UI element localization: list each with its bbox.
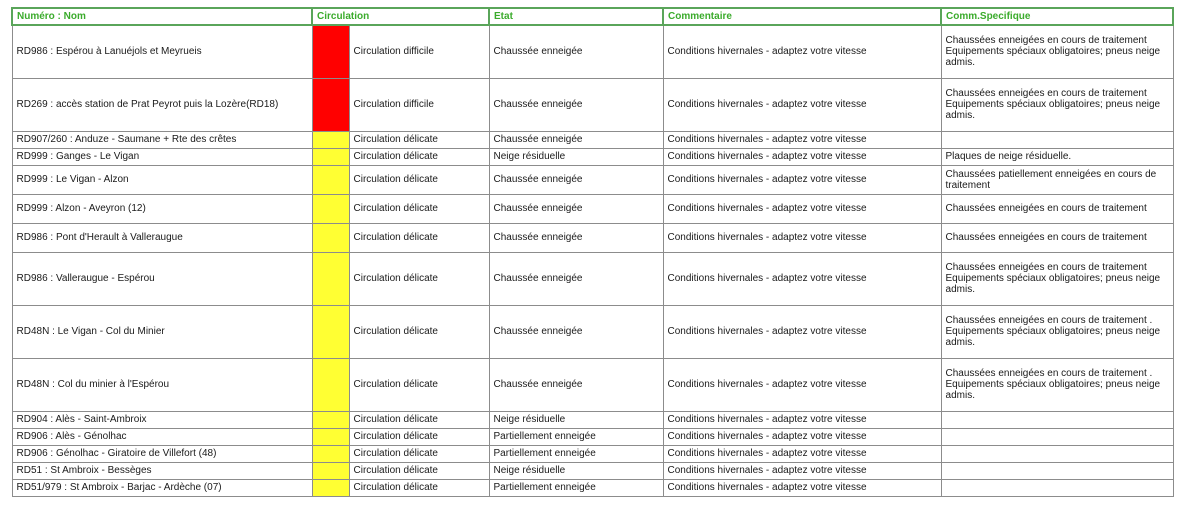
commentaire-cell: Conditions hivernales - adaptez votre vitesse bbox=[663, 78, 941, 131]
commentaire-cell: Conditions hivernales - adaptez votre vitesse bbox=[663, 411, 941, 428]
commentaire-cell: Conditions hivernales - adaptez votre vitesse bbox=[663, 358, 941, 411]
circulation-color-swatch bbox=[312, 148, 349, 165]
comm-specifique-cell: Plaques de neige résiduelle. bbox=[941, 148, 1173, 165]
table-row bbox=[12, 131, 1173, 148]
circulation-color-swatch bbox=[312, 25, 349, 78]
road-name-cell: RD48N : Col du minier à l'Espérou bbox=[12, 358, 312, 411]
etat-cell: Partiellement enneigée bbox=[489, 445, 663, 462]
header-etat: Etat bbox=[489, 8, 663, 25]
circulation-color-swatch bbox=[312, 131, 349, 148]
road-name-cell: RD999 : Le Vigan - Alzon bbox=[12, 165, 312, 194]
road-name-cell: RD999 : Ganges - Le Vigan bbox=[12, 148, 312, 165]
road-name-cell: RD269 : accès station de Prat Peyrot puis la Lozère(RD18) bbox=[12, 78, 312, 131]
comm-specifique-cell: Chaussées enneigées en cours de traitement Equipements spéciaux obligatoires; pneus neige admis. bbox=[941, 25, 1173, 78]
comm-specifique-cell: Chaussées enneigées en cours de traitement bbox=[941, 223, 1173, 252]
circulation-cell: Circulation délicate bbox=[349, 194, 489, 223]
circulation-color-swatch bbox=[312, 358, 349, 411]
etat-cell: Chaussée enneigée bbox=[489, 25, 663, 78]
etat-cell: Chaussée enneigée bbox=[489, 305, 663, 358]
commentaire-cell: Conditions hivernales - adaptez votre vitesse bbox=[663, 131, 941, 148]
circulation-color-swatch bbox=[312, 462, 349, 479]
table-row bbox=[12, 411, 1173, 428]
table-header-row bbox=[12, 8, 1173, 25]
road-name-cell: RD906 : Génolhac - Giratoire de Villefort (48) bbox=[12, 445, 312, 462]
comm-specifique-cell: Chaussées enneigées en cours de traitement Equipements spéciaux obligatoires; pneus neige admis. bbox=[941, 78, 1173, 131]
road-name-cell: RD51 : St Ambroix - Bessèges bbox=[12, 462, 312, 479]
etat-cell: Neige résiduelle bbox=[489, 411, 663, 428]
road-name-cell: RD986 : Valleraugue - Espérou bbox=[12, 252, 312, 305]
circulation-color-swatch bbox=[312, 194, 349, 223]
comm-specifique-cell bbox=[941, 462, 1173, 479]
comm-specifique-cell bbox=[941, 479, 1173, 496]
road-name-cell: RD986 : Espérou à Lanuéjols et Meyrueis bbox=[12, 25, 312, 78]
circulation-color-swatch bbox=[312, 479, 349, 496]
etat-cell: Partiellement enneigée bbox=[489, 428, 663, 445]
comm-specifique-cell bbox=[941, 445, 1173, 462]
circulation-cell: Circulation délicate bbox=[349, 252, 489, 305]
road-name-cell: RD906 : Alès - Génolhac bbox=[12, 428, 312, 445]
circulation-cell: Circulation délicate bbox=[349, 165, 489, 194]
road-name-cell: RD48N : Le Vigan - Col du Minier bbox=[12, 305, 312, 358]
commentaire-cell: Conditions hivernales - adaptez votre vitesse bbox=[663, 25, 941, 78]
header-commentaire: Commentaire bbox=[663, 8, 941, 25]
commentaire-cell: Conditions hivernales - adaptez votre vitesse bbox=[663, 194, 941, 223]
header-circulation: Circulation bbox=[312, 8, 489, 25]
road-conditions-table bbox=[11, 7, 1174, 497]
circulation-cell: Circulation délicate bbox=[349, 462, 489, 479]
commentaire-cell: Conditions hivernales - adaptez votre vitesse bbox=[663, 462, 941, 479]
circulation-cell: Circulation délicate bbox=[349, 131, 489, 148]
etat-cell: Chaussée enneigée bbox=[489, 78, 663, 131]
comm-specifique-cell: Chaussées enneigées en cours de traitement Equipements spéciaux obligatoires; pneus neige admis. bbox=[941, 252, 1173, 305]
commentaire-cell: Conditions hivernales - adaptez votre vitesse bbox=[663, 165, 941, 194]
commentaire-cell: Conditions hivernales - adaptez votre vitesse bbox=[663, 428, 941, 445]
comm-specifique-cell: Chaussées patiellement enneigées en cours de traitement bbox=[941, 165, 1173, 194]
road-name-cell: RD999 : Alzon - Aveyron (12) bbox=[12, 194, 312, 223]
table-row bbox=[12, 165, 1173, 194]
comm-specifique-cell: Chaussées enneigées en cours de traitement . Equipements spéciaux obligatoires; pneus neige admis. bbox=[941, 358, 1173, 411]
table-row bbox=[12, 479, 1173, 496]
circulation-cell: Circulation délicate bbox=[349, 223, 489, 252]
circulation-cell: Circulation délicate bbox=[349, 358, 489, 411]
header-comm-specifique: Comm.Specifique bbox=[941, 8, 1173, 25]
comm-specifique-cell: Chaussées enneigées en cours de traitement . Equipements spéciaux obligatoires; pneus neige admis. bbox=[941, 305, 1173, 358]
table-row bbox=[12, 25, 1173, 78]
table-row bbox=[12, 428, 1173, 445]
etat-cell: Chaussée enneigée bbox=[489, 194, 663, 223]
table-row bbox=[12, 78, 1173, 131]
header-numero-nom: Numéro : Nom bbox=[12, 8, 312, 25]
table-row bbox=[12, 462, 1173, 479]
road-name-cell: RD907/260 : Anduze - Saumane + Rte des crêtes bbox=[12, 131, 312, 148]
comm-specifique-cell bbox=[941, 411, 1173, 428]
comm-specifique-cell bbox=[941, 428, 1173, 445]
circulation-color-swatch bbox=[312, 252, 349, 305]
table-row bbox=[12, 445, 1173, 462]
road-name-cell: RD51/979 : St Ambroix - Barjac - Ardèche (07) bbox=[12, 479, 312, 496]
circulation-cell: Circulation délicate bbox=[349, 148, 489, 165]
circulation-cell: Circulation délicate bbox=[349, 411, 489, 428]
table-row bbox=[12, 194, 1173, 223]
commentaire-cell: Conditions hivernales - adaptez votre vitesse bbox=[663, 479, 941, 496]
etat-cell: Chaussée enneigée bbox=[489, 131, 663, 148]
commentaire-cell: Conditions hivernales - adaptez votre vitesse bbox=[663, 252, 941, 305]
circulation-cell: Circulation délicate bbox=[349, 428, 489, 445]
circulation-cell: Circulation difficile bbox=[349, 78, 489, 131]
table-row bbox=[12, 148, 1173, 165]
etat-cell: Neige résiduelle bbox=[489, 148, 663, 165]
etat-cell: Chaussée enneigée bbox=[489, 358, 663, 411]
etat-cell: Partiellement enneigée bbox=[489, 479, 663, 496]
etat-cell: Neige résiduelle bbox=[489, 462, 663, 479]
circulation-cell: Circulation délicate bbox=[349, 445, 489, 462]
circulation-color-swatch bbox=[312, 305, 349, 358]
circulation-color-swatch bbox=[312, 223, 349, 252]
etat-cell: Chaussée enneigée bbox=[489, 165, 663, 194]
circulation-color-swatch bbox=[312, 78, 349, 131]
table-row bbox=[12, 305, 1173, 358]
commentaire-cell: Conditions hivernales - adaptez votre vitesse bbox=[663, 305, 941, 358]
etat-cell: Chaussée enneigée bbox=[489, 252, 663, 305]
circulation-color-swatch bbox=[312, 428, 349, 445]
circulation-color-swatch bbox=[312, 411, 349, 428]
comm-specifique-cell bbox=[941, 131, 1173, 148]
circulation-color-swatch bbox=[312, 165, 349, 194]
circulation-cell: Circulation délicate bbox=[349, 479, 489, 496]
commentaire-cell: Conditions hivernales - adaptez votre vitesse bbox=[663, 223, 941, 252]
table-row bbox=[12, 223, 1173, 252]
comm-specifique-cell: Chaussées enneigées en cours de traitement bbox=[941, 194, 1173, 223]
circulation-cell: Circulation délicate bbox=[349, 305, 489, 358]
circulation-color-swatch bbox=[312, 445, 349, 462]
commentaire-cell: Conditions hivernales - adaptez votre vitesse bbox=[663, 148, 941, 165]
circulation-cell: Circulation difficile bbox=[349, 25, 489, 78]
road-name-cell: RD986 : Pont d'Herault à Valleraugue bbox=[12, 223, 312, 252]
commentaire-cell: Conditions hivernales - adaptez votre vitesse bbox=[663, 445, 941, 462]
table-row bbox=[12, 252, 1173, 305]
table-row bbox=[12, 358, 1173, 411]
road-name-cell: RD904 : Alès - Saint-Ambroix bbox=[12, 411, 312, 428]
etat-cell: Chaussée enneigée bbox=[489, 223, 663, 252]
